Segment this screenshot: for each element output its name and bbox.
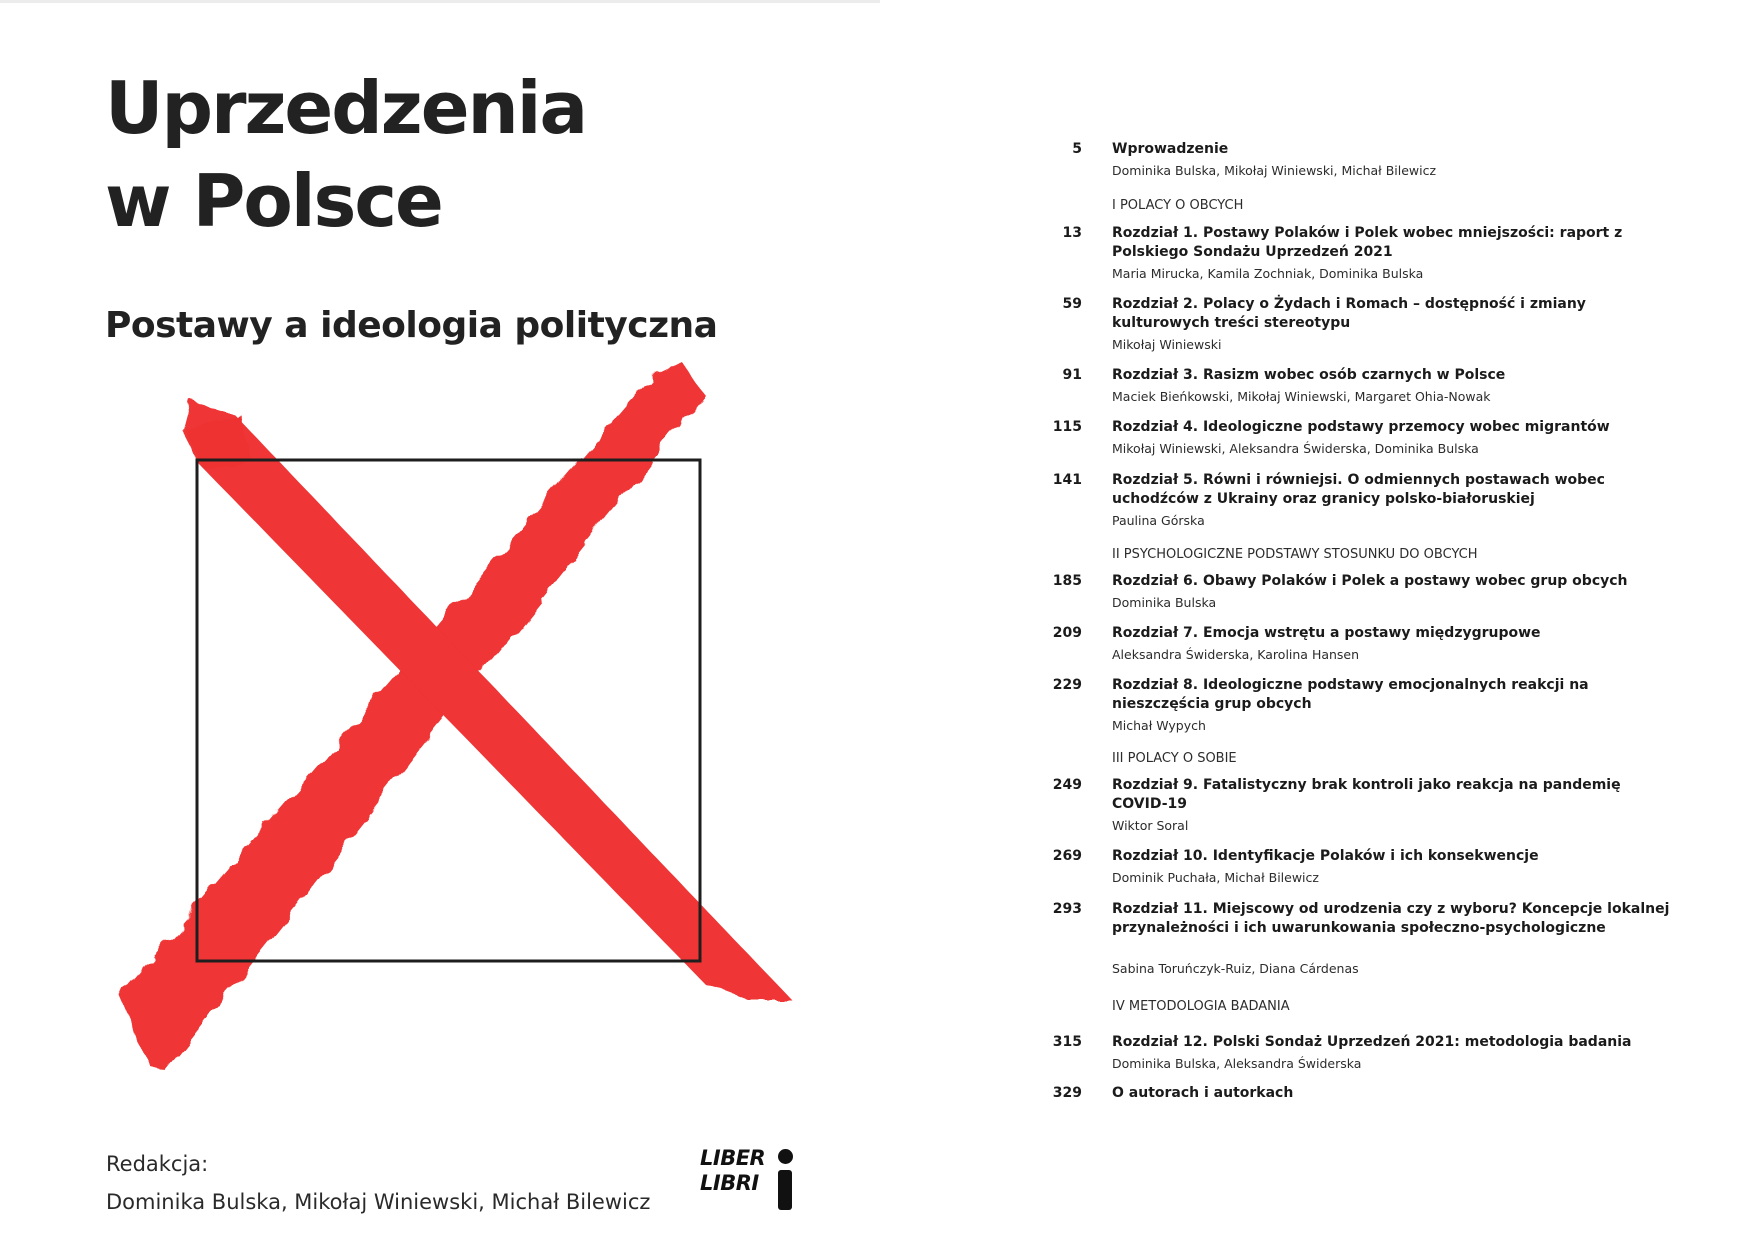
publisher-logo-text bbox=[700, 1146, 765, 1196]
toc-entry-authors: Mikołaj Winiewski, Aleksandra Świderska, Dominika Bulska bbox=[1112, 441, 1479, 456]
editors-label: Redakcja: bbox=[106, 1152, 209, 1176]
toc-entry-authors: Paulina Górska bbox=[1112, 513, 1205, 528]
toc-entry-authors: Mikołaj Winiewski bbox=[1112, 337, 1222, 352]
red-x-mark bbox=[120, 360, 792, 1070]
toc-entry-authors: Maria Mirucka, Kamila Zochniak, Dominika Bulska bbox=[1112, 266, 1424, 281]
toc-entry-authors: Michał Wypych bbox=[1112, 718, 1206, 733]
toc-section-label: III POLACY O SOBIE bbox=[1112, 751, 1237, 766]
toc-entry-title: Rozdział 1. Postawy Polaków i Polek wobec mniejszości: raport z Polskiego Sondażu Uprzedzeń 2021 bbox=[1112, 225, 1623, 260]
toc-page-number: 269 bbox=[1052, 848, 1082, 864]
toc-entry-authors: Dominika Bulska, Mikołaj Winiewski, Michał Bilewicz bbox=[1112, 163, 1437, 178]
toc-page-number: 5 bbox=[1072, 141, 1082, 157]
toc-section-label: I POLACY O OBCYCH bbox=[1112, 198, 1244, 213]
toc-page-number: 209 bbox=[1052, 625, 1082, 641]
toc-section-label: IV METODOLOGIA BADANIA bbox=[1112, 999, 1290, 1014]
publisher-logo-dot bbox=[778, 1149, 793, 1164]
publisher-logo bbox=[700, 1146, 800, 1216]
toc-page-number: 91 bbox=[1062, 367, 1082, 383]
toc-entry-title: O autorach i autorkach bbox=[1112, 1085, 1294, 1101]
toc-entry-title: Rozdział 11. Miejscowy od urodzenia czy z wyboru? Koncepcje lokalnej przynależności i ich uwarunkowania społeczno-psychologiczne bbox=[1112, 901, 1670, 936]
toc-entry-title: Rozdział 5. Równi i równiejsi. O odmiennych postawach wobec uchodźców z Ukrainy oraz granicy polsko-białoruskiej bbox=[1112, 472, 1605, 507]
book-title-line-2: w Polsce bbox=[105, 159, 442, 243]
toc-page-number: 249 bbox=[1052, 777, 1082, 793]
toc-entry-authors: Dominik Puchała, Michał Bilewicz bbox=[1112, 870, 1319, 885]
book-subtitle: Postawy a ideologia polityczna bbox=[105, 305, 718, 346]
toc-entry-title: Wprowadzenie bbox=[1112, 141, 1229, 157]
toc-entry-authors: Wiktor Soral bbox=[1112, 818, 1189, 833]
toc-page-number: 59 bbox=[1062, 296, 1082, 312]
toc-page-number: 115 bbox=[1052, 419, 1082, 435]
publisher-logo-bar bbox=[778, 1170, 792, 1210]
publisher-logo-line-2: LIBRI bbox=[700, 1171, 759, 1195]
toc-page-number: 315 bbox=[1052, 1034, 1082, 1050]
toc-entry-title: Rozdział 3. Rasizm wobec osób czarnych w Polsce bbox=[1112, 367, 1506, 383]
toc-page-number: 13 bbox=[1062, 225, 1082, 241]
toc-entry-title: Rozdział 12. Polski Sondaż Uprzedzeń 2021: metodologia badania bbox=[1112, 1034, 1632, 1050]
toc-page-number: 141 bbox=[1052, 472, 1082, 488]
toc-entry-title: Rozdział 4. Ideologiczne podstawy przemocy wobec migrantów bbox=[1112, 419, 1610, 435]
toc-entry-title: Rozdział 7. Emocja wstrętu a postawy międzygrupowe bbox=[1112, 625, 1541, 641]
toc-entry-authors: Dominika Bulska, Aleksandra Świderska bbox=[1112, 1056, 1362, 1071]
toc-entry-title: Rozdział 6. Obawy Polaków i Polek a postawy wobec grup obcych bbox=[1112, 573, 1628, 589]
toc-entry-authors: Maciek Bieńkowski, Mikołaj Winiewski, Margaret Ohia-Nowak bbox=[1112, 389, 1491, 404]
toc-entry-title: Rozdział 8. Ideologiczne podstawy emocjonalnych reakcji na nieszczęścia grup obcych bbox=[1112, 677, 1589, 712]
toc-page-number: 229 bbox=[1052, 677, 1082, 693]
toc-entry-title: Rozdział 10. Identyfikacje Polaków i ich konsekwencje bbox=[1112, 848, 1539, 864]
toc-entry-title: Rozdział 2. Polacy o Żydach i Romach – dostępność i zmiany kulturowych treści stereotypu bbox=[1112, 296, 1586, 331]
book-title-line-1: Uprzedzenia bbox=[105, 66, 587, 150]
editors-names: Dominika Bulska, Mikołaj Winiewski, Michał Bilewicz bbox=[106, 1190, 651, 1214]
toc-page-number: 293 bbox=[1052, 901, 1082, 917]
toc-page-number: 329 bbox=[1052, 1085, 1082, 1101]
toc-section-label: II PSYCHOLOGICZNE PODSTAWY STOSUNKU DO OBCYCH bbox=[1112, 547, 1478, 562]
toc-page-number: 185 bbox=[1052, 573, 1082, 589]
publisher-logo-line-1: LIBER bbox=[700, 1146, 766, 1170]
table-of-contents bbox=[1040, 0, 1720, 1242]
toc-entry-title: Rozdział 9. Fatalistyczny brak kontroli jako reakcja na pandemię COVID-19 bbox=[1112, 777, 1621, 812]
toc-entry-authors: Sabina Toruńczyk-Ruiz, Diana Cárdenas bbox=[1112, 961, 1359, 976]
toc-entry-authors: Aleksandra Świderska, Karolina Hansen bbox=[1112, 647, 1360, 662]
toc-entry-authors: Dominika Bulska bbox=[1112, 595, 1217, 610]
